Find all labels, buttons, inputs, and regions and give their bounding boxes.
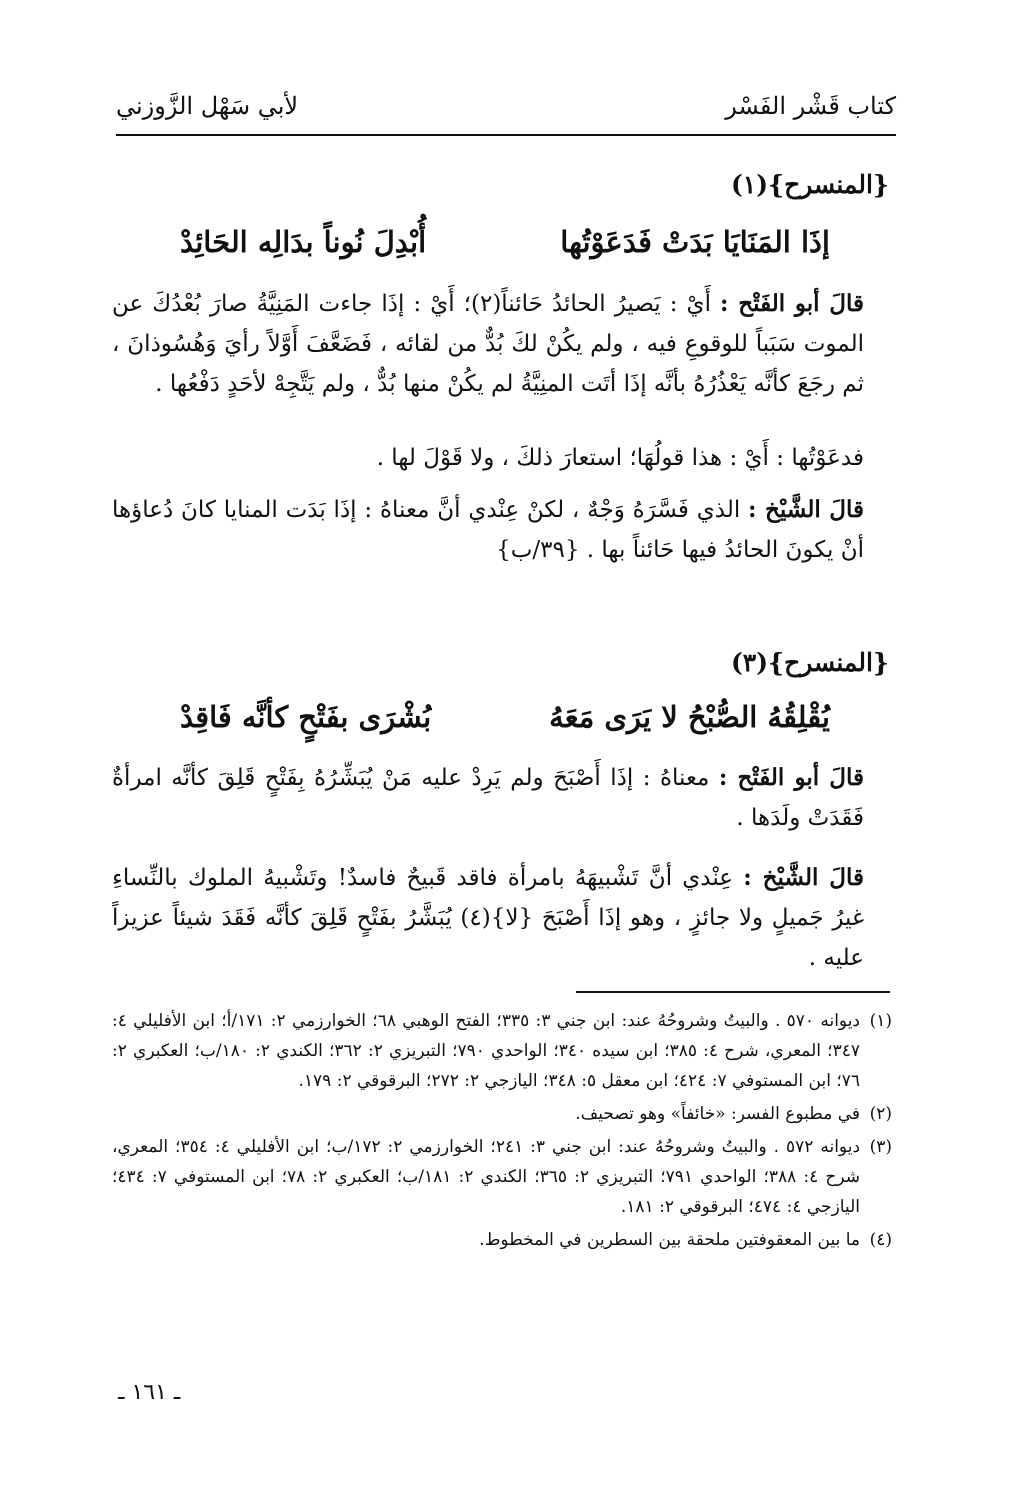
- speaker-label: قالَ أبو الفَتْح :: [718, 764, 865, 791]
- book-title: كتاب قَشْر الفَسْر: [725, 92, 896, 120]
- commentary-text: عِنْدي أنَّ تَشْبيهَهُ بامرأة فاقد قَبيحٌ فاسدٌ! وتَشْبيهُ الملوك بالنِّساءِ غيرُ جَميلٍ ولا جائزٍ ، وهو إذَا أَصْبَحَ {لا}(٤) يُبَشَّرُ بفَتْحٍ قَلِقَ كأنَّه فَقَدَ شيئاً عزيزاً عليه .: [112, 865, 864, 971]
- footnote-text: ديوانه ٥٧٢ . والبيتُ وشروحُهُ عند: ابن جني ٣: ٢٤١؛ الخوارزمي ٢: ١٧٢/ب؛ ابن الأفليلي ٤: ٣٥٤؛ المعري، شرح ٤: ٣٨٨؛ الواحدي ٧٩١؛ التبريزي ٢: ٣٦٥؛ الكندي ٢: ١٨١/ب؛ العكبري ٢: ٧٨؛ ابن المستوفي ٧: ٤٣٤؛ اليازجي ٤: ٤٧٤؛ البرقوقي ٢: ١٨١.: [112, 1137, 861, 1217]
- author-name: لأبي سَهْل الزَّوزني: [116, 92, 299, 120]
- meter-label: {المنسرح}(١): [730, 170, 889, 199]
- page-number: ـ ١٦١ ـ: [118, 1380, 181, 1405]
- footnote: [112, 1132, 892, 1222]
- verse: [180, 700, 830, 750]
- footnote-text: في مطبوع الفسر: «خائفاً» وهو تصحيف.: [575, 1104, 860, 1124]
- footnote-number: (٢): [869, 1104, 892, 1124]
- verse-first-hemistich: يُقْلِقُهُ الصُّبْحُ لا يَرَى مَعَهُ: [549, 700, 830, 734]
- footnote-text: ما بين المعقوفتين ملحقة بين السطرين في المخطوط.: [479, 1230, 860, 1250]
- commentary-paragraph: [112, 858, 864, 978]
- header-rule: [116, 134, 896, 136]
- commentary-paragraph: [112, 284, 864, 404]
- footnote-rule: [576, 991, 890, 993]
- footnote-number: (٤): [869, 1230, 892, 1250]
- verse-first-hemistich: إذَا المَنَايَا بَدَتْ فَدَعَوْتُها: [560, 225, 830, 259]
- footnote: [112, 1099, 892, 1129]
- footnotes: [112, 1006, 892, 1258]
- commentary-text: معناهُ : إذَا أَصْبَحَ ولم يَرِدْ عليه مَنْ يُبَشِّرُهُ بِفَتْحٍ قَلِقَ كأنَّه امرأةٌ فَقَدَتْ ولَدَها .: [112, 765, 864, 831]
- speaker-label: قالَ الشَّيْخ :: [743, 864, 864, 891]
- footnote: [112, 1225, 892, 1255]
- commentary-text: فدعَوْتُها : أَيْ : هذا قولُهَا؛ استعارَ ذلكَ ، ولا قَوْلَ لها .: [376, 445, 864, 471]
- footnote: [112, 1006, 892, 1096]
- footnote-number: (١): [869, 1011, 892, 1031]
- commentary-text: أَيْ : يَصيرُ الحائدُ حَائناً(٢)؛ أَيْ : إذَا جاءت المَنِيَّةُ صارَ بُعْدُكَ عن الموت سَبَباً للوقوعِ فيه ، ولم يكُنْ لكَ بُدٌّ من لقائه ، فَضَعَّفَ أَوَّلاً رأيَ وَهُسُوذانَ ، ثم رجَعَ كأنَّه يَعْذُرُهُ بأنَّه إذَا أتَت المنِيَّةُ لم يكُنْ منها بُدٌّ ، ولم يَتَّجِهْ لأحَدٍ دَفْعُها .: [112, 291, 864, 397]
- footnote-text: ديوانه ٥٧٠ . والبيتُ وشروحُهُ عند: ابن جني ٣: ٣٣٥؛ الفتح الوهبي ٦٨؛ الخوارزمي ٢: ١٧١/أ؛ ابن الأفليلي ٤: ٣٤٧؛ المعري، شرح ٤: ٣٨٥؛ ابن سيده ٣٤٠؛ الواحدي ٧٩٠؛ التبريزي ٢: ٣٦٢؛ الكندي ٢: ١٨٠/ب؛ العكبري ٢: ٧٦؛ ابن المستوفي ٧: ٤٢٤؛ ابن معقل ٥: ٣٤٨؛ اليازجي ٢: ٢٧٢؛ البرقوقي ٢: ١٧٩.: [112, 1011, 861, 1091]
- speaker-label: قالَ أبو الفَتْح :: [720, 290, 865, 317]
- commentary-text: الذي فَسَّرَهُ وَجْهٌ ، لكنْ عِنْدي أنَّ معناهُ : إذَا بَدَت المنايا كانَ دُعاؤها أنْ يكونَ الحائدُ فيها حَائناً بها . {٣٩/ب}: [112, 497, 864, 563]
- verse: [180, 225, 830, 275]
- commentary-paragraph: [112, 490, 864, 570]
- verse-second-hemistich: بُشْرَى بفَتْحٍ كأنَّه فَاقِدْ: [180, 700, 432, 734]
- speaker-label: قالَ الشَّيْخ :: [748, 496, 864, 523]
- commentary-paragraph: [112, 758, 864, 838]
- commentary-paragraph: [112, 438, 864, 478]
- footnote-number: (٣): [869, 1137, 892, 1157]
- running-header: [116, 84, 896, 124]
- meter-label: {المنسرح}(٣): [730, 648, 889, 677]
- verse-second-hemistich: أُبْدِلَ نُوناً بدَالِه الحَائِدْ: [180, 225, 427, 259]
